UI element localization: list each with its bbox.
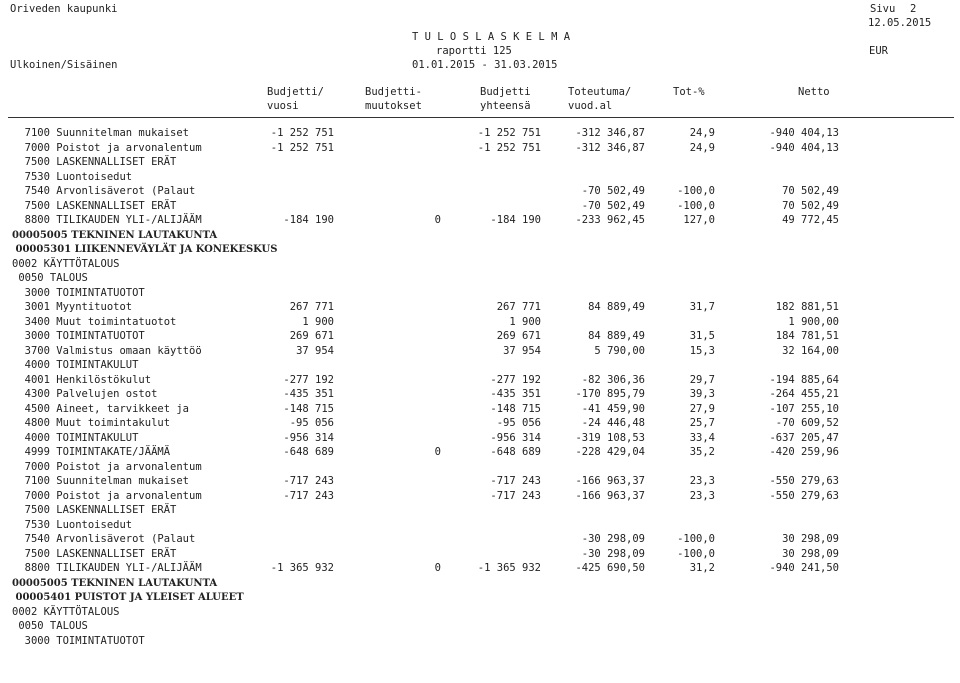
row-label: 3001 Myyntituotot [12,301,133,313]
table-row [0,345,960,359]
actual-cell: 84 889,49 [588,330,645,342]
row-label: 7100 Suunnitelman mukaiset [12,475,190,487]
actual-cell: -312 346,87 [575,141,645,154]
table-row [0,127,960,141]
percent-cell: 23,3 [689,475,715,487]
net-cell: -940 241,50 [769,562,839,574]
net-cell: 1 900,00 [788,315,839,328]
net-cell: 32 164,00 [782,344,839,357]
actual-cell: -312 346,87 [575,127,645,139]
percent-cell: -100,0 [677,533,715,545]
table-row [0,374,960,388]
budget-total-cell: 37 954 [503,344,541,357]
row-label: 7000 Poistot ja arvonalentum [12,460,202,473]
row-label: 3000 TOIMINTATUOTOT [12,286,145,299]
percent-cell: -100,0 [677,185,715,197]
budget-year-cell: -184 190 [283,214,334,226]
percent-cell: 23,3 [689,489,715,502]
budget-total-cell: -184 190 [490,214,541,226]
budget-total-cell: -277 192 [490,373,541,386]
table-row [0,635,960,649]
table-row [0,142,960,156]
budget-total-cell: 269 671 [496,330,541,342]
budget-year-cell: 1 900 [302,315,334,328]
report-title: T U L O S L A S K E L M A [412,31,571,43]
table-row [0,403,960,417]
table-row [0,214,960,228]
net-cell: 30 298,09 [782,533,839,545]
actual-cell: -425 690,50 [575,562,645,574]
page-label: Sivu [870,3,896,15]
table-row [0,272,960,286]
net-cell: -107 255,10 [769,402,839,415]
col-actual-top: Toteutuma/ [568,86,632,98]
percent-cell: 31,7 [689,301,715,313]
net-cell: -264 455,21 [769,388,839,400]
actual-cell: -70 502,49 [581,185,645,197]
table-row [0,316,960,330]
report-period: 01.01.2015 - 31.03.2015 [412,59,558,71]
row-label: 4999 TOIMINTAKATE/JÄÄMÄ [12,446,171,458]
actual-cell: -24 446,48 [581,417,645,429]
col-actual-bottom: vuod.al [568,100,613,112]
table-row [0,606,960,620]
row-label: 8800 TILIKAUDEN YLI-/ALIJÄÄM [12,214,202,226]
percent-cell: -100,0 [677,199,715,212]
row-label: 7000 Poistot ja arvonalentum [12,141,202,154]
row-label: 0050 TALOUS [12,620,88,632]
col-percent: Tot-% [673,86,705,98]
percent-cell: 31,2 [689,562,715,574]
budget-total-cell: -956 314 [490,431,541,444]
currency-label: EUR [869,45,888,57]
row-label: 4800 Muut toimintakulut [12,417,171,429]
report-scope: Ulkoinen/Sisäinen [10,59,118,71]
percent-cell: 29,7 [689,373,715,386]
row-label: 4500 Aineet, tarvikkeet ja [12,402,190,415]
table-row [0,243,960,257]
table-row [0,562,960,576]
percent-cell: 24,9 [689,127,715,139]
budget-changes-cell: 0 [434,446,441,458]
budget-year-cell: -717 243 [283,475,334,487]
budget-year-cell: -956 314 [283,431,334,444]
col-budget-changes-top: Budjetti- [365,86,422,98]
row-label: 3400 Muut toimintatuotot [12,315,177,328]
col-budget-year-bottom: vuosi [267,100,299,112]
percent-cell: -100,0 [677,547,715,560]
budget-total-cell: 267 771 [496,301,541,313]
row-label: 7500 LASKENNALLISET ERÄT [12,199,177,212]
actual-cell: -82 306,36 [581,373,645,386]
net-cell: 70 502,49 [782,199,839,212]
col-net: Netto [798,86,830,98]
budget-total-cell: -148 715 [490,402,541,415]
net-cell: -420 259,96 [769,446,839,458]
budget-year-cell: -95 056 [289,417,334,429]
row-label: 7100 Suunnitelman mukaiset [12,127,190,139]
col-budget-year-top: Budjetti/ [267,86,324,98]
row-label: 4300 Palvelujen ostot [12,388,158,400]
actual-cell: -170 895,79 [575,388,645,400]
row-label: 7530 Luontoisedut [12,170,133,183]
table-row [0,200,960,214]
budget-year-cell: -148 715 [283,402,334,415]
net-cell: 49 772,45 [782,214,839,226]
table-row [0,620,960,634]
actual-cell: -30 298,09 [581,547,645,560]
report-number: raportti 125 [436,45,512,57]
budget-changes-cell: 0 [434,562,441,574]
table-row [0,258,960,272]
actual-cell: -166 963,37 [575,489,645,502]
actual-cell: -70 502,49 [581,199,645,212]
row-label: 7500 LASKENNALLISET ERÄT [12,156,177,168]
row-label: 3000 TOIMINTATUOTOT [12,330,145,342]
actual-cell: -41 459,90 [581,402,645,415]
budget-changes-cell: 0 [434,214,441,226]
table-row [0,229,960,243]
budget-total-cell: -1 252 751 [477,141,541,154]
row-label: 0002 KÄYTTÖTALOUS [12,257,120,270]
table-row [0,359,960,373]
table-row [0,548,960,562]
row-label: 7500 LASKENNALLISET ERÄT [12,547,177,560]
table-row [0,185,960,199]
budget-year-cell: -1 252 751 [270,141,334,154]
row-label: 0002 KÄYTTÖTALOUS [12,605,120,618]
row-label: 00005005 TEKNINEN LAUTAKUNTA [12,577,218,589]
budget-year-cell: 267 771 [289,301,334,313]
net-cell: 184 781,51 [775,330,839,342]
col-budget-total-bottom: yhteensä [480,100,531,112]
col-budget-total-top: Budjetti [480,86,531,98]
percent-cell: 24,9 [689,141,715,154]
row-label: 7500 LASKENNALLISET ERÄT [12,504,177,516]
table-row [0,461,960,475]
percent-cell: 35,2 [689,446,715,458]
net-cell: -940 404,13 [769,141,839,154]
net-cell: -70 609,52 [775,417,839,429]
page-number: 2 [910,3,917,15]
percent-cell: 25,7 [689,417,715,429]
percent-cell: 33,4 [689,431,715,444]
budget-year-cell: -717 243 [283,489,334,502]
row-label: 7540 Arvonlisäverot (Palaut [12,185,196,197]
budget-total-cell: -717 243 [490,475,541,487]
net-cell: -550 279,63 [769,475,839,487]
net-cell: 182 881,51 [775,301,839,313]
row-label: 0050 TALOUS [12,272,88,284]
table-row [0,432,960,446]
row-label: 4001 Henkilöstökulut [12,373,152,386]
table-row [0,577,960,591]
row-label: 4000 TOIMINTAKULUT [12,431,139,444]
table-row [0,533,960,547]
percent-cell: 15,3 [689,344,715,357]
row-label: 3000 TOIMINTATUOTOT [12,634,145,647]
table-row [0,417,960,431]
budget-total-cell: -95 056 [496,417,541,429]
row-label: 4000 TOIMINTAKULUT [12,359,139,371]
actual-cell: 84 889,49 [588,301,645,313]
row-label: 00005301 LIIKENNEVÄYLÄT JA KONEKESKUS [12,244,278,255]
print-date: 12.05.2015 [868,17,932,29]
col-budget-changes-bottom: muutokset [365,100,422,112]
actual-cell: -228 429,04 [575,446,645,458]
actual-cell: -30 298,09 [581,533,645,545]
table-row [0,388,960,402]
budget-year-cell: -435 351 [283,388,334,400]
budget-year-cell: -1 252 751 [270,127,334,139]
table-row [0,171,960,185]
percent-cell: 31,5 [689,330,715,342]
percent-cell: 127,0 [683,214,715,226]
budget-year-cell: -277 192 [283,373,334,386]
table-row [0,475,960,489]
actual-cell: -233 962,45 [575,214,645,226]
budget-total-cell: -1 252 751 [477,127,541,139]
table-row [0,287,960,301]
table-row [0,156,960,170]
table-row [0,301,960,315]
row-label: 8800 TILIKAUDEN YLI-/ALIJÄÄM [12,562,202,574]
budget-total-cell: -435 351 [490,388,541,400]
table-row [0,504,960,518]
net-cell: -637 205,47 [769,431,839,444]
actual-cell: 5 790,00 [594,344,645,357]
row-label: 7530 Luontoisedut [12,518,133,531]
row-label: 00005401 PUISTOT JA YLEISET ALUEET [12,592,244,603]
net-cell: 30 298,09 [782,547,839,560]
budget-year-cell: -648 689 [283,446,334,458]
table-row [0,446,960,460]
net-cell: 70 502,49 [782,185,839,197]
row-label: 7000 Poistot ja arvonalentum [12,489,202,502]
row-label: 00005005 TEKNINEN LAUTAKUNTA [12,229,218,241]
budget-total-cell: 1 900 [509,315,541,328]
budget-year-cell: -1 365 932 [270,562,334,574]
organization-name: Oriveden kaupunki [10,3,118,15]
table-row [0,591,960,605]
table-row [0,490,960,504]
row-label: 3700 Valmistus omaan käyttöö [12,344,202,357]
actual-cell: -166 963,37 [575,475,645,487]
net-cell: -194 885,64 [769,373,839,386]
table-row [0,519,960,533]
budget-year-cell: 269 671 [289,330,334,342]
row-label: 7540 Arvonlisäverot (Palaut [12,533,196,545]
net-cell: -940 404,13 [769,127,839,139]
budget-total-cell: -648 689 [490,446,541,458]
percent-cell: 27,9 [689,402,715,415]
net-cell: -550 279,63 [769,489,839,502]
percent-cell: 39,3 [689,388,715,400]
budget-total-cell: -717 243 [490,489,541,502]
actual-cell: -319 108,53 [575,431,645,444]
budget-year-cell: 37 954 [296,344,334,357]
header-divider [8,117,954,118]
budget-total-cell: -1 365 932 [477,562,541,574]
table-row [0,330,960,344]
